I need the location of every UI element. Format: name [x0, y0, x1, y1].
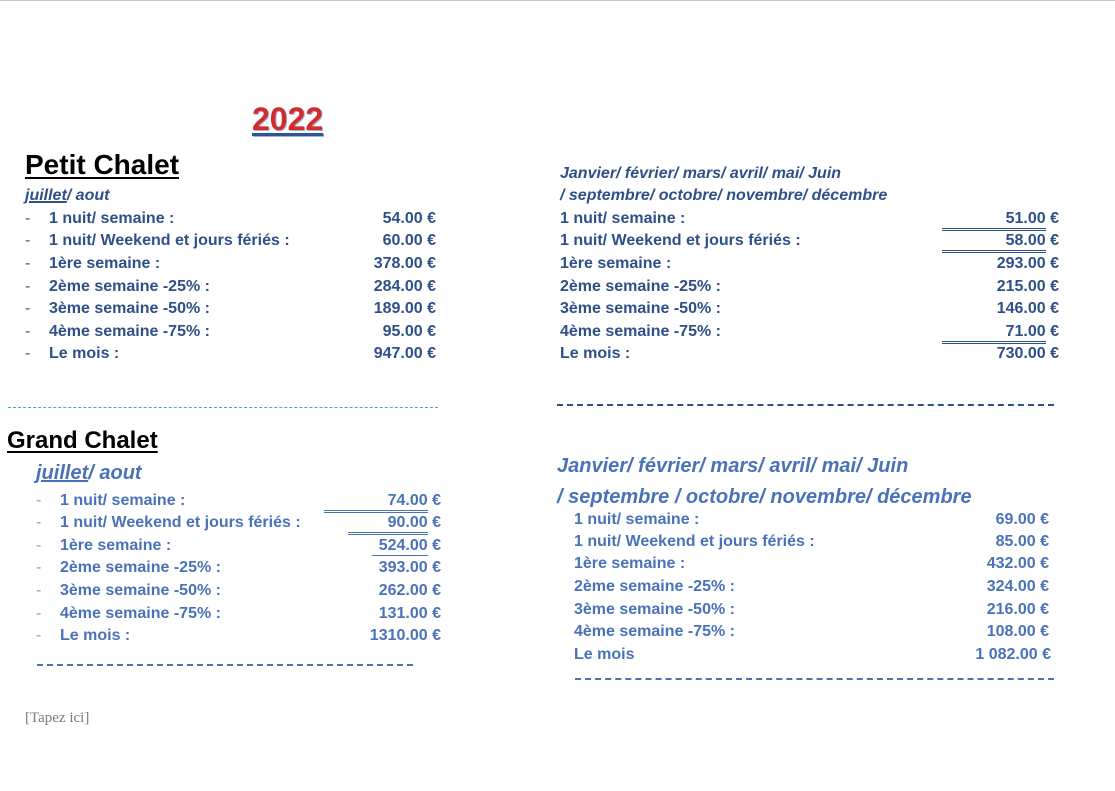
price-label: 3ème semaine -50% :: [560, 300, 721, 317]
price-label: 4ème semaine -75% :: [560, 323, 721, 340]
section-separator: [8, 407, 438, 408]
price-label: 1 nuit/ Weekend et jours fériés :: [574, 533, 815, 550]
season-month-underlined: juillet: [25, 187, 67, 204]
price-value: [372, 535, 441, 557]
price-amount: 146.00: [996, 300, 1046, 317]
price-label: 4ème semaine -75% :: [49, 323, 210, 340]
section-separator: [37, 664, 413, 666]
price-row: [574, 599, 1049, 621]
price-label: 1ère semaine :: [560, 255, 672, 272]
price-value: 284.00 €: [373, 278, 436, 295]
price-value: [379, 580, 441, 602]
price-value: [370, 625, 441, 647]
price-row: [560, 253, 1059, 275]
price-currency: €: [1050, 278, 1059, 295]
season-month-rest: / aout: [88, 462, 142, 484]
price-currency: €: [1050, 345, 1059, 362]
price-currency: €: [432, 582, 441, 599]
price-row: [36, 557, 441, 579]
bullet-dash: -: [25, 323, 31, 340]
bullet-dash: -: [36, 627, 42, 644]
price-value: 108.00 €: [986, 623, 1049, 640]
price-value: [379, 557, 441, 579]
price-currency: €: [1050, 255, 1059, 272]
price-label: 2ème semaine -25% :: [60, 559, 221, 576]
price-currency: €: [432, 627, 441, 644]
price-currency: €: [1050, 300, 1059, 317]
price-label: 1 nuit/ semaine :: [574, 511, 700, 528]
price-row: [574, 621, 1049, 643]
grand-chalet-other-period: [557, 451, 972, 513]
price-label: 1 nuit/ semaine :: [49, 210, 175, 227]
price-label: 1ère semaine :: [574, 555, 686, 572]
bullet-dash: -: [36, 582, 42, 599]
price-value: 189.00 €: [373, 300, 436, 317]
price-value: [997, 276, 1059, 298]
price-label: 4ème semaine -75% :: [60, 605, 221, 622]
bullet-dash: -: [25, 232, 31, 249]
price-amount: 1310.00: [369, 627, 428, 644]
price-value: 324.00 €: [986, 578, 1049, 595]
price-currency: €: [432, 559, 441, 576]
price-label: 1 nuit/ semaine :: [560, 210, 686, 227]
price-currency: €: [1050, 210, 1059, 227]
price-row: [25, 253, 436, 275]
price-label: 1 nuit/ semaine :: [60, 492, 186, 509]
bullet-dash: -: [25, 278, 31, 295]
price-value: [348, 512, 441, 535]
price-row: [25, 343, 436, 365]
bullet-dash: -: [36, 537, 42, 554]
price-value: 95.00 €: [382, 323, 436, 340]
bullet-dash: -: [36, 514, 42, 531]
price-row: [36, 580, 441, 602]
price-currency: €: [1050, 323, 1059, 340]
price-row: [25, 298, 436, 320]
price-amount: 262.00: [378, 582, 428, 599]
price-value: [379, 603, 441, 625]
petit-chalet-season: [25, 187, 109, 205]
price-label: 4ème semaine -75% :: [574, 623, 735, 640]
grand-chalet-title: Grand Chalet: [7, 427, 158, 454]
bullet-dash: -: [36, 559, 42, 576]
period-line-1: Janvier/ février/ mars/ avril/ mai/ Juin: [560, 165, 842, 182]
price-row: [36, 603, 441, 625]
price-amount: 58.00: [942, 232, 1046, 253]
bullet-dash: -: [36, 492, 42, 509]
section-separator: [575, 678, 1054, 680]
price-amount: 74.00: [324, 492, 428, 513]
price-row: [560, 276, 1059, 298]
price-amount: 293.00: [996, 255, 1046, 272]
price-row: [25, 321, 436, 343]
price-amount: 71.00: [942, 323, 1046, 344]
period-line-1: Janvier/ février/ mars/ avril/ mai/ Juin: [557, 455, 909, 477]
price-label: Le mois :: [49, 345, 120, 362]
price-amount: 131.00: [378, 605, 428, 622]
price-currency: €: [1050, 232, 1059, 249]
period-line-2: / septembre / octobre/ novembre/ décembre: [557, 486, 972, 508]
price-label: 3ème semaine -50% :: [60, 582, 221, 599]
year-heading: 2022: [252, 101, 324, 137]
season-month-rest: / aout: [66, 187, 110, 204]
price-value: 54.00 €: [382, 210, 436, 227]
price-row: [560, 321, 1059, 343]
price-amount: 393.00: [378, 559, 428, 576]
petit-chalet-other-period: [560, 163, 887, 207]
price-row: [574, 509, 1049, 531]
price-row: [36, 625, 441, 647]
price-row: [560, 343, 1059, 365]
price-label: 3ème semaine -50% :: [49, 300, 210, 317]
price-label: 2ème semaine -25% :: [560, 278, 721, 295]
page-top-border: [0, 0, 1115, 1]
price-label: Le mois :: [60, 627, 131, 644]
grand-chalet-season: [36, 462, 142, 485]
price-label: Le mois: [574, 646, 635, 663]
price-label: 3ème semaine -50% :: [574, 601, 735, 618]
petit-chalet-title: Petit Chalet: [25, 149, 180, 180]
bullet-dash: -: [25, 255, 31, 272]
bullet-dash: -: [25, 345, 31, 362]
bullet-dash: -: [36, 605, 42, 622]
price-value: [997, 253, 1059, 275]
price-row: [574, 553, 1049, 575]
price-value: [997, 298, 1059, 320]
period-line-2: / septembre/ octobre/ novembre/ décembre: [560, 187, 888, 204]
price-value: [997, 343, 1059, 365]
price-label: Le mois :: [560, 345, 631, 362]
price-currency: €: [432, 537, 441, 554]
price-row: [36, 490, 441, 512]
price-label: 1ère semaine :: [60, 537, 172, 554]
price-row: [25, 276, 436, 298]
price-amount: 215.00: [996, 278, 1046, 295]
price-currency: €: [432, 492, 441, 509]
section-separator: [557, 404, 1054, 406]
bullet-dash: -: [25, 210, 31, 227]
price-row: [36, 512, 441, 534]
price-value: [324, 490, 441, 513]
price-row: [560, 208, 1059, 230]
price-row: [25, 208, 436, 230]
price-row: [560, 230, 1059, 252]
price-amount: 51.00: [942, 210, 1046, 231]
price-value: 378.00 €: [373, 255, 436, 272]
season-month-underlined: juillet: [36, 462, 89, 484]
price-value: [942, 230, 1059, 253]
price-label: 1 nuit/ Weekend et jours fériés :: [60, 514, 301, 531]
price-label: 1ère semaine :: [49, 255, 161, 272]
price-value: [942, 321, 1059, 344]
footer-placeholder[interactable]: [Tapez ici]: [25, 710, 90, 726]
price-value: 1 082.00 €: [975, 646, 1051, 663]
price-label: 1 nuit/ Weekend et jours fériés :: [49, 232, 290, 249]
price-currency: €: [432, 514, 441, 531]
bullet-dash: -: [25, 300, 31, 317]
price-label: 2ème semaine -25% :: [574, 578, 735, 595]
price-label: 1 nuit/ Weekend et jours fériés :: [560, 232, 801, 249]
price-value: 85.00 €: [995, 533, 1049, 550]
price-value: 432.00 €: [986, 555, 1049, 572]
price-row: [574, 644, 1051, 666]
price-value: 216.00 €: [986, 601, 1049, 618]
price-value: [942, 208, 1059, 231]
price-amount: 524.00: [372, 537, 428, 556]
price-row: [560, 298, 1059, 320]
price-value: 60.00 €: [382, 232, 436, 249]
price-amount: 90.00: [348, 514, 428, 535]
price-row: [25, 230, 436, 252]
price-label: 2ème semaine -25% :: [49, 278, 210, 295]
price-value: 69.00 €: [995, 511, 1049, 528]
price-row: [574, 576, 1049, 598]
price-currency: €: [432, 605, 441, 622]
price-value: 947.00 €: [373, 345, 436, 362]
price-row: [574, 531, 1049, 553]
price-amount: 730.00: [996, 345, 1046, 362]
price-row: [36, 535, 441, 557]
